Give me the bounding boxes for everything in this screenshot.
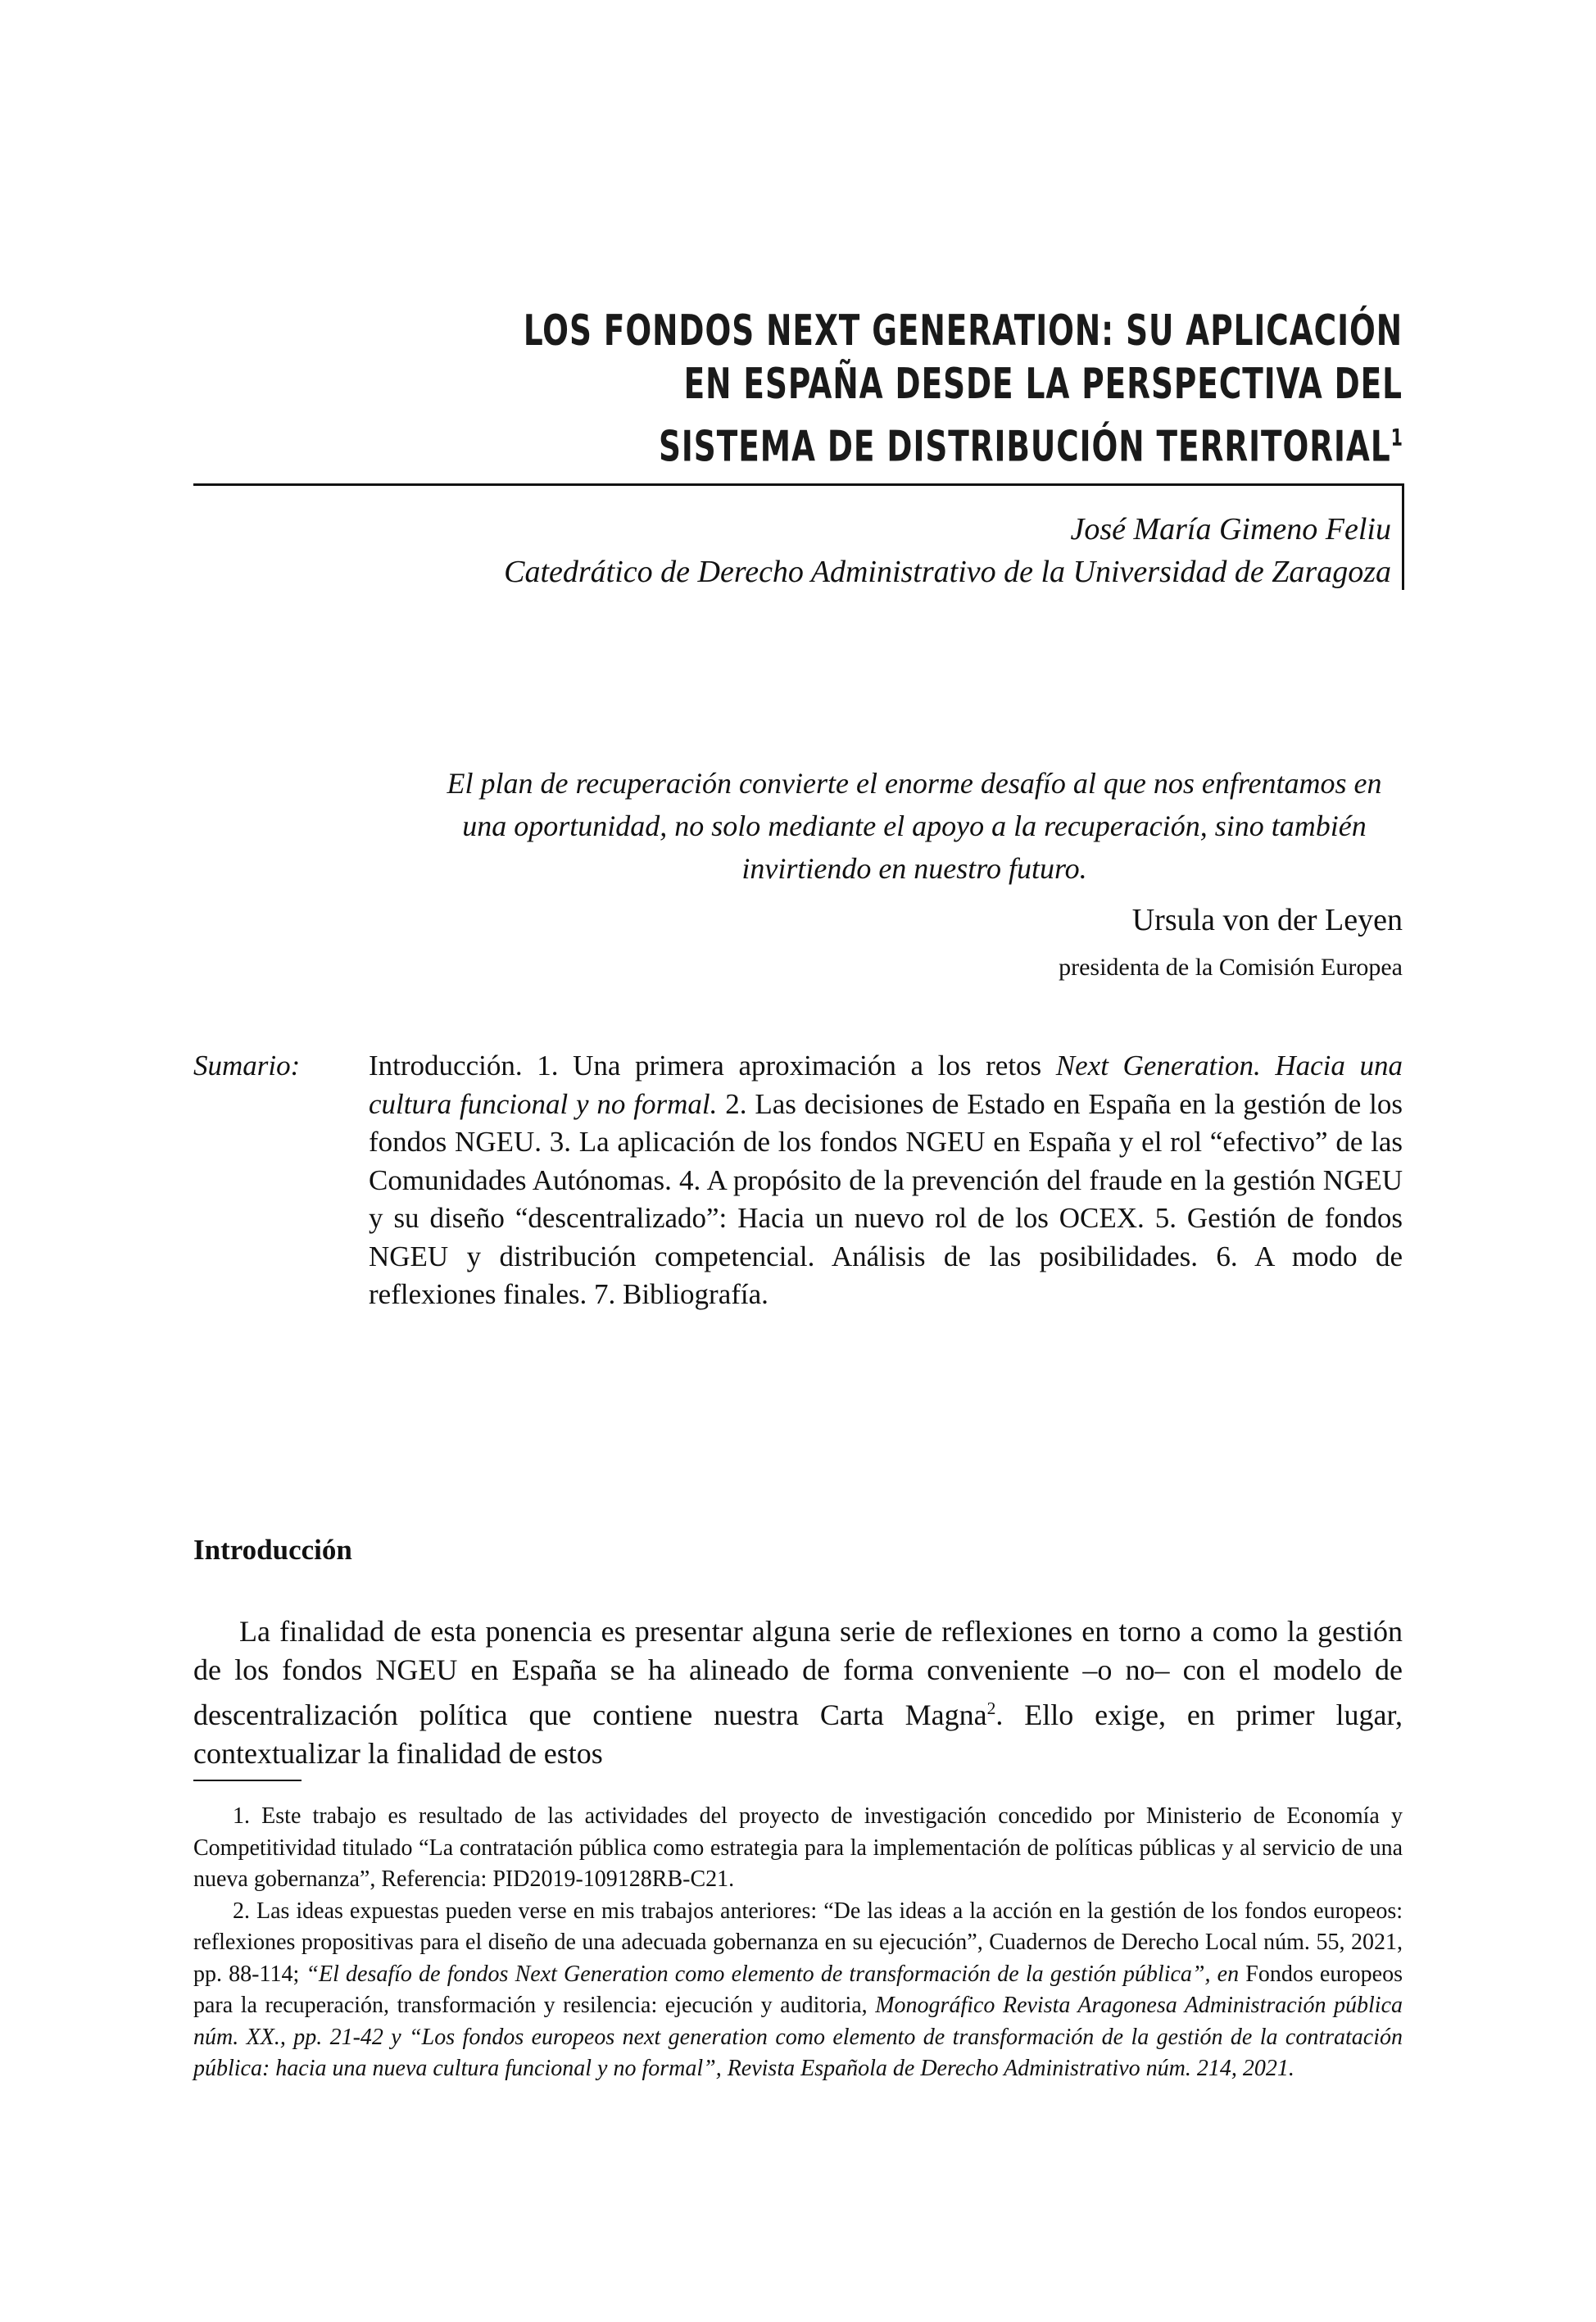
title-line-3-text: SISTEMA DE DISTRIBUCIÓN TERRITORIAL — [659, 422, 1391, 472]
epigraph-source: Ursula von der Leyen — [1131, 903, 1403, 937]
body-paragraph-text: La finalidad de esta ponencia es presentar alguna serie de reflexiones en torno a como la gestión de los fondos NGEU en España se ha alineado de forma conveniente –o no– con el modelo de descentralización política que contiene nuestra Carta Magna — [193, 1615, 1403, 1731]
title-line-2: EN ESPAÑA DESDE LA PERSPECTIVA DEL — [683, 360, 1403, 409]
footnote-separator-rule — [193, 1780, 302, 1781]
body-paragraph — [193, 1612, 1403, 1773]
author-name: José María Gimeno Feliu — [1070, 512, 1391, 546]
author-affiliation: Catedrático de Derecho Administrativo de la Universidad de Zaragoza — [504, 555, 1391, 589]
page-title — [193, 305, 1403, 474]
author-block — [193, 508, 1391, 593]
sumario-text: Introducción. 1. Una primera aproximación a los retos Next Generation. Hacia una cultura funcional y no formal. 2. Las decisiones de Estado en España en la gestión de los fondos NGEU. 3. La aplicación de los fondos NGEU en España y el rol “efectivo” de las Comunidades Autónomas. 4. A propósito de la prevención del fraude en la gestión NGEU y su diseño “descentralizado”: Hacia un nuevo rol de los OCEX. 5. Gestión de fondos NGEU y distribución competencial. Análisis de las posibilidades. 6. A modo de reflexiones finales. 7. Bibliografía. — [369, 1050, 1403, 1310]
body-paragraph-tail: . Ello exige, en primer lugar, contextualizar la finalidad de estos — [193, 1698, 1403, 1770]
section-heading-introduccion: Introducción — [193, 1534, 352, 1566]
sumario-block — [193, 1047, 1403, 1314]
body-footnote-marker: 2 — [986, 1698, 996, 1718]
title-line-1: LOS FONDOS NEXT GENERATION: SU APLICACIÓN — [523, 306, 1403, 356]
title-line-3 — [435, 411, 1403, 474]
footnote-2: 2. Las ideas expuestas pueden verse en mis trabajos anteriores: “De las ideas a la acción en la gestión de los fondos europeos: reflexiones propositivas para el diseño de una adecuada gobernanza en su ejecución”, Cuadernos de Derecho Local núm. 55, 2021, pp. 88-114; “El desafío de fondos Next Generation como elemento de transformación de la gestión pública”, en Fondos europeos para la recuperación, transformación y resilencia: ejecución y auditoria, Monográfico Revista Aragonesa Administración pública núm. XX., pp. 21-42 y “Los fondos europeos next generation como elemento de transformación de la gestión de la contratación pública: hacia una nueva cultura funcional y no formal”, Revista Española de Derecho Administrativo núm. 214, 2021. — [193, 1898, 1403, 2081]
footnote-1: 1. Este trabajo es resultado de las actividades del proyecto de investigación concedido por Ministerio de Economía y Competitividad titulado “La contratación pública como estrategia para la implementación de políticas públicas y al servicio de una nueva gobernanza”, Referencia: PID2019-109128RB-C21. — [193, 1803, 1403, 1892]
epigraph-quote: El plan de recuperación convierte el enorme desafío al que nos enfrentamos en una oportunidad, no solo mediante el apoyo a la recuperación, sino también invirtiendo en nuestro futuro. — [447, 767, 1382, 885]
title-divider-rule — [193, 483, 1403, 486]
epigraph-role: presidenta de la Comisión Europea — [1059, 954, 1403, 981]
author-vertical-rule — [1402, 483, 1404, 590]
title-footnote-marker: 1 — [1390, 424, 1403, 451]
footnotes-block — [193, 1801, 1403, 2085]
sumario-label: Sumario: — [193, 1050, 301, 1082]
